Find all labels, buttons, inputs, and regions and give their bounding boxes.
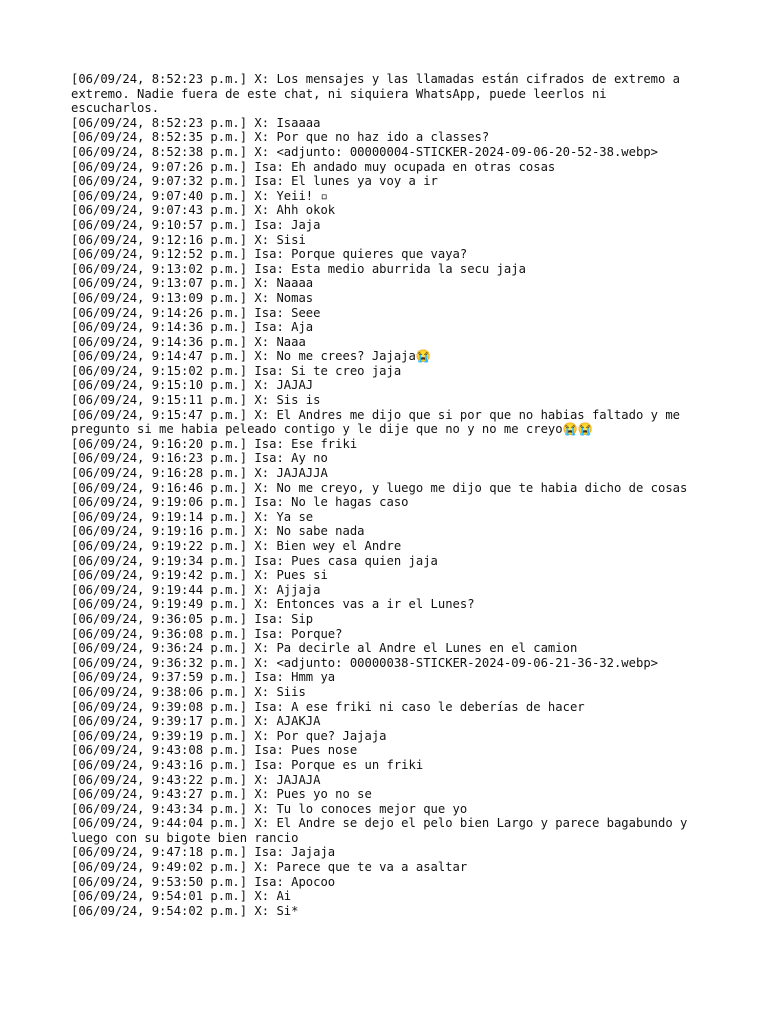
chat-message-line: [06/09/24, 9:15:11 p.m.] X: Sis is bbox=[71, 393, 321, 408]
chat-message-line: [06/09/24, 8:52:23 p.m.] X: Isaaaa bbox=[71, 115, 321, 130]
chat-message-line: [06/09/24, 9:43:08 p.m.] Isa: Pues nose bbox=[71, 743, 358, 758]
chat-message-line: [06/09/24, 9:43:22 p.m.] X: JAJAJA bbox=[71, 772, 321, 787]
chat-message-line: [06/09/24, 9:12:52 p.m.] Isa: Porque quieres que vaya? bbox=[71, 247, 468, 262]
chat-message-line: [06/09/24, 9:07:26 p.m.] Isa: Eh andado muy ocupada en otras cosas bbox=[71, 159, 556, 174]
chat-message-line: [06/09/24, 9:19:42 p.m.] X: Pues si bbox=[71, 568, 328, 583]
chat-message-line: [06/09/24, 9:16:20 p.m.] Isa: Ese friki bbox=[71, 436, 358, 451]
chat-message-line: [06/09/24, 9:43:34 p.m.] X: Tu lo conoces mejor que yo bbox=[71, 801, 468, 816]
chat-message-line: [06/09/24, 9:15:47 p.m.] X: El Andres me dijo que si por que no habias faltado y me pregunto si me habia peleado contigo y le dije que no y no me creyo😭😭 bbox=[71, 407, 688, 437]
chat-message-line: [06/09/24, 9:13:07 p.m.] X: Naaaa bbox=[71, 276, 314, 291]
chat-log bbox=[71, 72, 701, 918]
chat-message-line: [06/09/24, 9:07:40 p.m.] X: Yeii! ▫ bbox=[71, 188, 328, 203]
chat-message-line: [06/09/24, 9:39:19 p.m.] X: Por que? Jajaja bbox=[71, 728, 387, 743]
chat-message-line: [06/09/24, 9:47:18 p.m.] Isa: Jajaja bbox=[71, 845, 336, 860]
chat-message-line: [06/09/24, 9:36:32 p.m.] X: <adjunto: 00000038-STICKER-2024-09-06-21-36-32.webp> bbox=[71, 655, 658, 670]
chat-message-line: [06/09/24, 9:16:23 p.m.] Isa: Ay no bbox=[71, 451, 328, 466]
chat-message-line: [06/09/24, 8:52:35 p.m.] X: Por que no haz ido a classes? bbox=[71, 130, 490, 145]
chat-message-line: [06/09/24, 9:19:49 p.m.] X: Entonces vas a ir el Lunes? bbox=[71, 597, 475, 612]
chat-message-line: [06/09/24, 9:14:36 p.m.] Isa: Aja bbox=[71, 320, 314, 335]
chat-message-line: [06/09/24, 9:36:24 p.m.] X: Pa decirle al Andre el Lunes en el camion bbox=[71, 641, 578, 656]
chat-message-line: [06/09/24, 9:36:05 p.m.] Isa: Sip bbox=[71, 611, 314, 626]
chat-message-line: [06/09/24, 9:39:08 p.m.] Isa: A ese friki ni caso le deberías de hacer bbox=[71, 699, 585, 714]
chat-message-line: [06/09/24, 9:19:22 p.m.] X: Bien wey el Andre bbox=[71, 539, 402, 553]
chat-message-line: [06/09/24, 9:44:04 p.m.] X: El Andre se dejo el pelo bien Largo y parece bagabundo y luego con su bigote bien rancio bbox=[71, 816, 695, 845]
chat-message-line: [06/09/24, 9:14:36 p.m.] X: Naaa bbox=[71, 334, 306, 349]
chat-message-line: [06/09/24, 9:15:10 p.m.] X: JAJAJ bbox=[71, 378, 314, 393]
chat-message-line: [06/09/24, 9:16:28 p.m.] X: JAJAJJA bbox=[71, 466, 328, 481]
chat-message-line: [06/09/24, 9:16:46 p.m.] X: No me creyo, y luego me dijo que te habia dicho de cosas bbox=[71, 480, 688, 495]
chat-message-line: [06/09/24, 9:14:47 p.m.] X: No me crees? Jajaja😭 bbox=[71, 349, 432, 364]
chat-message-line: [06/09/24, 9:39:17 p.m.] X: AJAKJA bbox=[71, 714, 321, 729]
chat-message-line: [06/09/24, 9:43:16 p.m.] Isa: Porque es un friki bbox=[71, 757, 424, 772]
chat-message-line: [06/09/24, 9:19:44 p.m.] X: Ajjaja bbox=[71, 582, 321, 597]
chat-message-line: [06/09/24, 9:10:57 p.m.] Isa: Jaja bbox=[71, 217, 321, 232]
chat-message-line: [06/09/24, 9:15:02 p.m.] Isa: Si te creo jaja bbox=[71, 363, 402, 378]
chat-message-line: [06/09/24, 9:12:16 p.m.] X: Sisi bbox=[71, 232, 306, 247]
chat-message-line: [06/09/24, 9:38:06 p.m.] X: Siis bbox=[71, 684, 306, 699]
chat-message-line: [06/09/24, 9:36:08 p.m.] Isa: Porque? bbox=[71, 626, 343, 641]
chat-message-line: [06/09/24, 9:13:02 p.m.] Isa: Esta medio aburrida la secu jaja bbox=[71, 261, 526, 276]
chat-message-line: [06/09/24, 9:07:32 p.m.] Isa: El lunes ya voy a ir bbox=[71, 174, 438, 189]
chat-message-line: [06/09/24, 9:13:09 p.m.] X: Nomas bbox=[71, 290, 314, 305]
chat-message-line: [06/09/24, 9:49:02 p.m.] X: Parece que te va a asaltar bbox=[71, 860, 468, 875]
chat-message-line: [06/09/24, 9:19:06 p.m.] Isa: No le hagas caso bbox=[71, 495, 409, 510]
chat-message-line: [06/09/24, 8:52:38 p.m.] X: <adjunto: 00000004-STICKER-2024-09-06-20-52-38.webp> bbox=[71, 144, 658, 159]
chat-message-line: [06/09/24, 8:52:23 p.m.] X: Los mensajes y las llamadas están cifrados de extremo a extremo. Nadie fuera de este chat, ni siquiera WhatsApp, puede leerlos ni escucharlos. bbox=[71, 72, 688, 116]
chat-message-line: [06/09/24, 9:07:43 p.m.] X: Ahh okok bbox=[71, 203, 336, 218]
chat-message-line: [06/09/24, 9:54:01 p.m.] X: Ai bbox=[71, 889, 292, 904]
chat-message-line: [06/09/24, 9:14:26 p.m.] Isa: Seee bbox=[71, 305, 321, 320]
chat-message-line: [06/09/24, 9:19:16 p.m.] X: No sabe nada bbox=[71, 524, 365, 539]
chat-message-line: [06/09/24, 9:43:27 p.m.] X: Pues yo no se bbox=[71, 787, 372, 802]
chat-message-line: [06/09/24, 9:19:34 p.m.] Isa: Pues casa quien jaja bbox=[71, 553, 438, 568]
chat-message-line: [06/09/24, 9:53:50 p.m.] Isa: Apocoo bbox=[71, 874, 336, 889]
chat-message-line: [06/09/24, 9:37:59 p.m.] Isa: Hmm ya bbox=[71, 670, 336, 685]
chat-message-line: [06/09/24, 9:19:14 p.m.] X: Ya se bbox=[71, 509, 314, 524]
chat-message-line: [06/09/24, 9:54:02 p.m.] X: Si* bbox=[71, 903, 299, 918]
